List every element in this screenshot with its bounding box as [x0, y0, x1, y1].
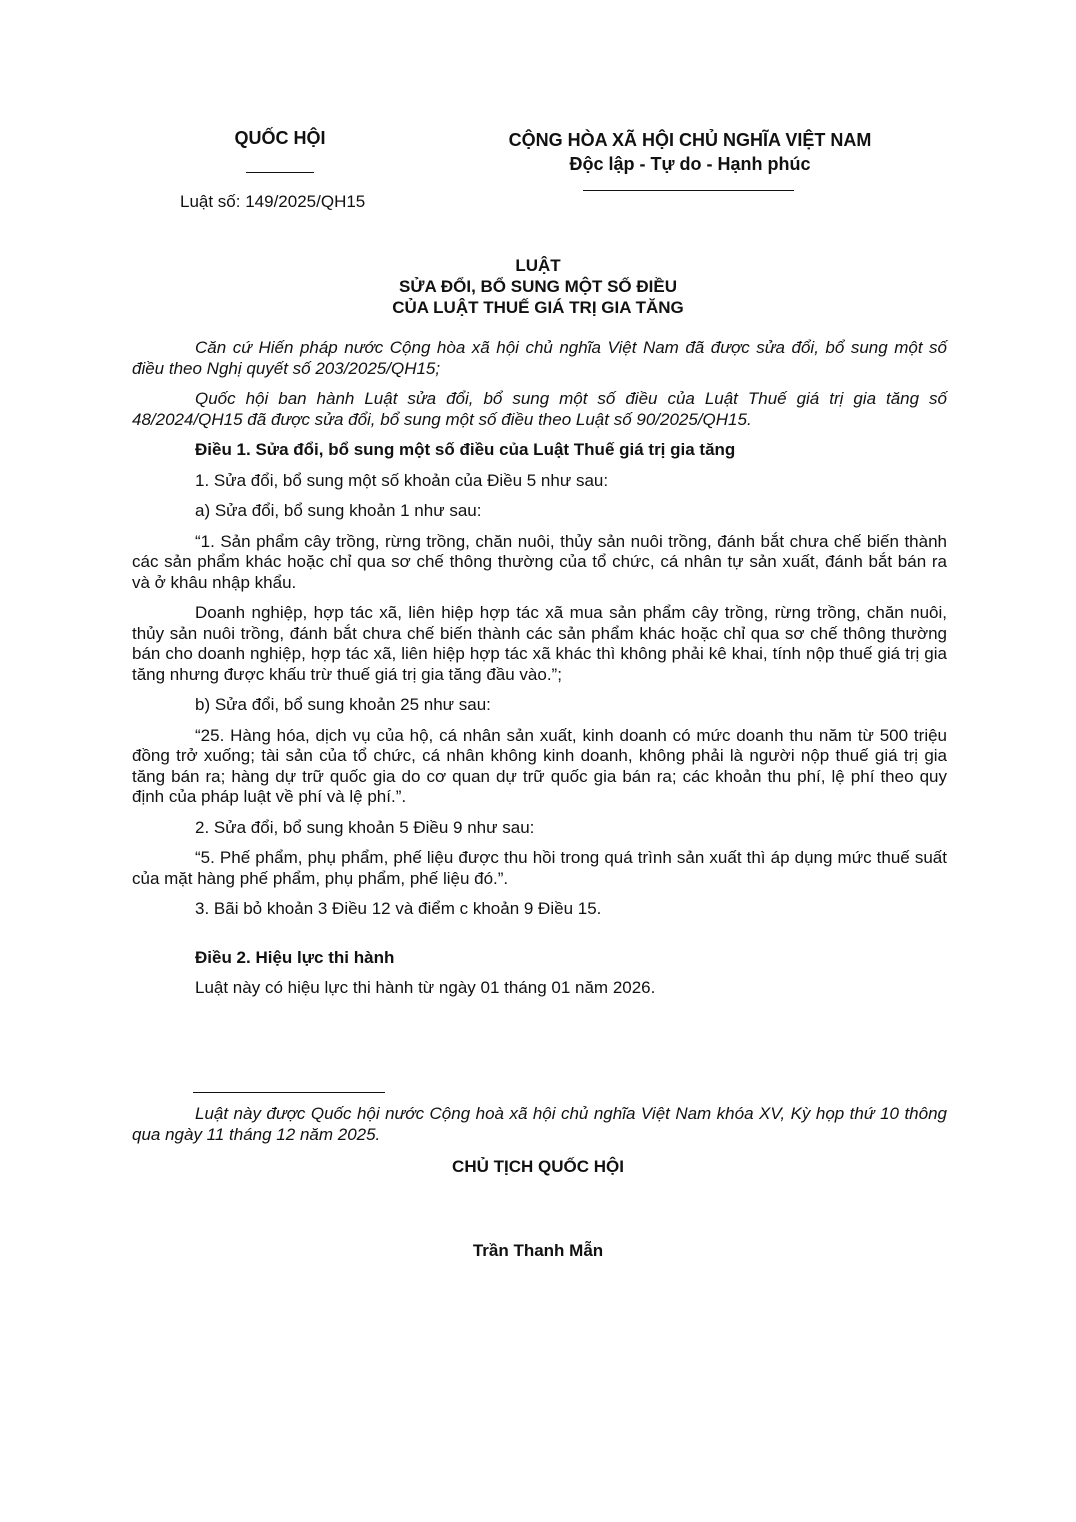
- footnote-divider: [193, 1092, 385, 1093]
- article-1-paragraph: Doanh nghiệp, hợp tác xã, liên hiệp hợp tác xã mua sản phẩm cây trồng, rừng trồng, chăn nuôi, thủy sản nuôi trồng, đánh bắt chưa chế biến thành các sản phẩm khác hoặc chỉ qua sơ chế thông thường bán cho doanh nghiệp, hợp tác xã, liên hiệp hợp tác xã khác thì không phải kê khai, tính nộp thuế giá trị gia tăng nhưng được khấu trừ thuế giá trị gia tăng đầu vào.”;: [132, 603, 947, 684]
- issuer-underline: [246, 172, 314, 173]
- preamble-paragraph: Quốc hội ban hành Luật sửa đổi, bổ sung một số điều của Luật Thuế giá trị gia tăng số 48/2024/QH15 đã được sửa đổi, bổ sung một số điều theo Luật số 90/2025/QH15.: [132, 389, 947, 429]
- title-line-2: SỬA ĐỔI, BỔ SUNG MỘT SỐ ĐIỀU: [399, 277, 677, 296]
- document-title: [0, 255, 1076, 318]
- footnote-text: Luật này được Quốc hội nước Cộng hoà xã hội chủ nghĩa Việt Nam khóa XV, Kỳ họp thứ 10 thông qua ngày 11 tháng 12 năm 2025.: [132, 1104, 947, 1144]
- preamble-paragraph: Căn cứ Hiến pháp nước Cộng hòa xã hội chủ nghĩa Việt Nam đã được sửa đổi, bổ sung một số điều theo Nghị quyết số 203/2025/QH15;: [132, 338, 947, 378]
- article-1-paragraph: “25. Hàng hóa, dịch vụ của hộ, cá nhân sản xuất, kinh doanh có mức doanh thu năm từ 500 triệu đồng trở xuống; tài sản của tổ chức, cá nhân không kinh doanh, không phải là người nộp thuế giá trị gia tăng bán ra; hàng dự trữ quốc gia do cơ quan dự trữ quốc gia bán ra; các khoản thu phí, lệ phí theo quy định của pháp luật về phí và lệ phí.”.: [132, 725, 947, 806]
- article-1-paragraph: b) Sửa đổi, bổ sung khoản 25 như sau:: [195, 695, 491, 714]
- footnote: [132, 1104, 947, 1145]
- national-motto: Độc lập - Tự do - Hạnh phúc: [569, 154, 811, 174]
- signer-title: CHỦ TỊCH QUỐC HỘI: [452, 1157, 624, 1176]
- issuer-name: QUỐC HỘI: [234, 128, 326, 148]
- title-line-1: LUẬT: [515, 256, 561, 275]
- title-line-3: CỦA LUẬT THUẾ GIÁ TRỊ GIA TĂNG: [392, 298, 684, 317]
- document-body: [132, 338, 947, 1009]
- article-1-paragraph: 3. Bãi bỏ khoản 3 Điều 12 và điểm c khoản 9 Điều 15.: [195, 899, 602, 918]
- article-1-paragraph: 1. Sửa đổi, bổ sung một số khoản của Điều 5 như sau:: [195, 470, 609, 490]
- article-1-paragraph: “5. Phế phẩm, phụ phẩm, phế liệu được thu hồi trong quá trình sản xuất thì áp dụng mức thuế suất của mặt hàng phế phẩm, phụ phẩm, phế liệu đó.”.: [132, 848, 947, 888]
- country-name: CỘNG HÒA XÃ HỘI CHỦ NGHĨA VIỆT NAM: [508, 130, 872, 150]
- motto-underline: [583, 190, 794, 191]
- article-1-heading: Điều 1. Sửa đổi, bổ sung một số điều của Luật Thuế giá trị gia tăng: [195, 440, 736, 459]
- article-1-paragraph: “1. Sản phẩm cây trồng, rừng trồng, chăn nuôi, thủy sản nuôi trồng, đánh bắt chưa chế biến thành các sản phẩm khác hoặc chỉ qua sơ chế thông thường của tổ chức, cá nhân tự sản xuất, đánh bắt bán ra và ở khâu nhập khẩu.: [132, 531, 947, 592]
- article-2-heading: Điều 2. Hiệu lực thi hành: [195, 947, 395, 967]
- signer-name: Trần Thanh Mẫn: [472, 1241, 604, 1260]
- article-1-paragraph: 2. Sửa đổi, bổ sung khoản 5 Điều 9 như sau:: [195, 817, 535, 837]
- article-1-paragraph: a) Sửa đổi, bổ sung khoản 1 như sau:: [195, 501, 482, 520]
- article-2-paragraph: Luật này có hiệu lực thi hành từ ngày 01 tháng 01 năm 2026.: [195, 978, 656, 997]
- law-number: Luật số: 149/2025/QH15: [180, 192, 366, 211]
- national-title-block: [470, 128, 910, 176]
